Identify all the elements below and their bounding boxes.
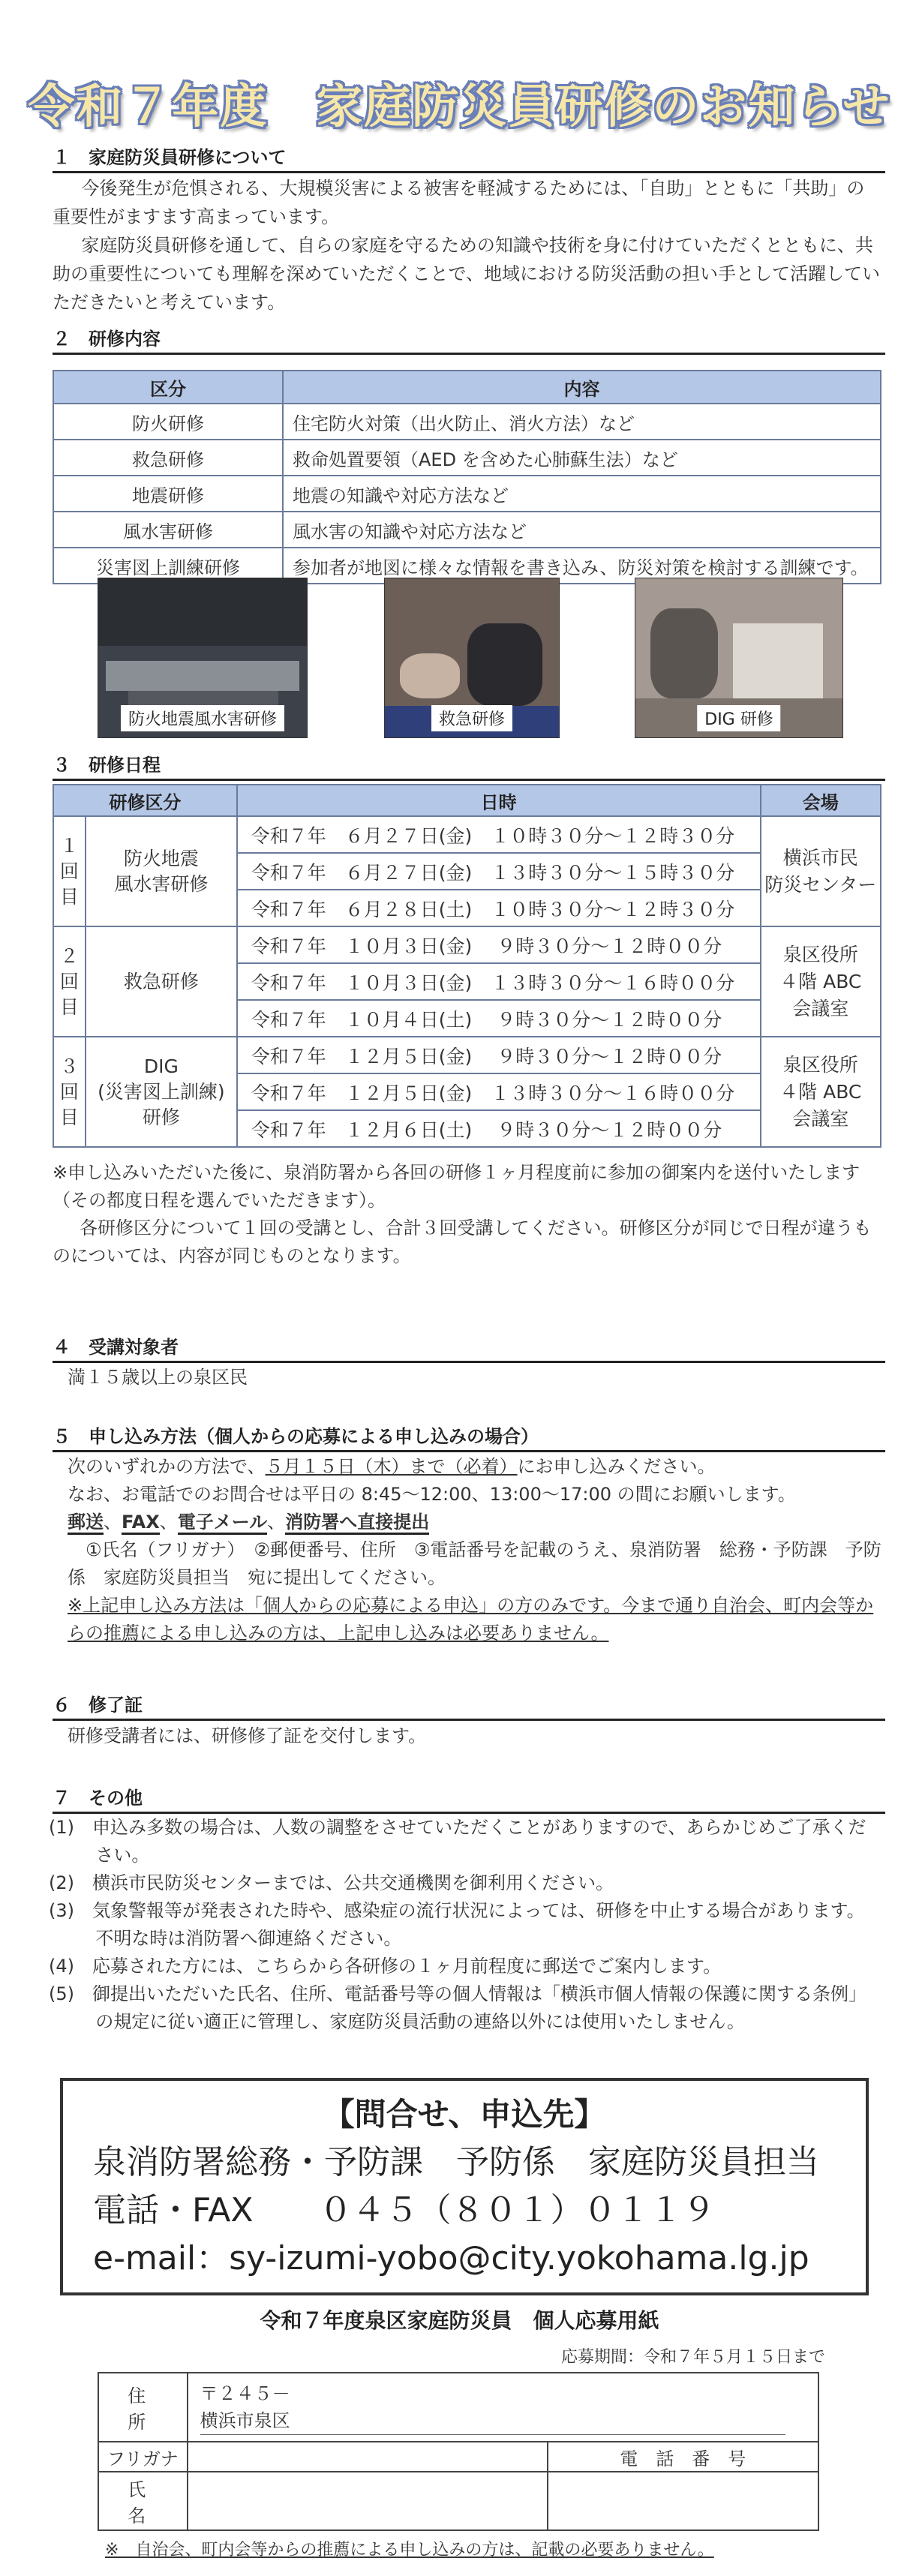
schedule-table [53,784,881,1148]
method-direct: 消防署へ直接提出 [285,1512,429,1535]
intro-paragraph-2: 家庭防災員研修を通して、自らの家庭を守るための知識や技術を身に付けていただくとともに、共助の重要性についても理解を深めていただくことで、地域における防災活動の担い手として活躍していただきたいと考えています。 [53,235,881,313]
application-line-5 [68,1592,881,1647]
session-venue: 横浜市民 防災センター [761,816,881,926]
session-datetime: 令和７年 １０月３日(金) １３時３０分～１６時００分 [237,963,761,1000]
content-header-content: 内容 [283,371,881,404]
other-list [49,1814,881,2036]
session-venue: 泉区役所 ４階 ABC 会議室 [761,1037,881,1147]
section-4-heading-text: ４ 受講対象者 [53,1337,179,1358]
schedule-table-header [53,785,881,816]
session-datetime: 令和７年 １２月５日(金) ９時３０分～１２時００分 [237,1037,761,1073]
session-category: 防火地震 風水害研修 [86,816,237,926]
separator: 、 [267,1512,286,1533]
intro-paragraph-1: 今後発生が危惧される、大規模災害による被害を軽減するためには、「自助」とともに「共助」の重要性がますます高まっています。 [53,178,865,227]
section-rule [53,171,885,173]
method-fax: FAX [122,1512,160,1535]
contact-department: 泉消防署総務・予防課 予防係 家庭防災員担当 [93,2143,819,2181]
contact-phone: 電話・FAX ０４５（８０１）０１１９ [93,2191,716,2229]
schedule-note-1-text: ※申し込みいただいた後に、泉消防署から各回の研修１ヶ月程度前に参加の御案内を送付いたします（その都度日程を選んでいただきます）。 [53,1162,860,1211]
list-item: (1) 申込み多数の場合は、人数の調整をさせていただくことがありますので、あらかじめご了承ください。 [49,1817,866,1866]
section-rule [53,1361,885,1363]
table-row [53,926,881,963]
list-item: (4) 応募された方には、こちらから各研修の１ヶ月前程度に郵送でご案内します。 [49,1956,722,1977]
section-7-heading-text: ７ その他 [53,1788,143,1809]
schedule-header-venue: 会場 [761,785,881,816]
table-row [53,404,881,440]
table-row [53,476,881,512]
schedule-note-2: 各研修区分について１回の受講とし、合計３回受講してください。研修区分が同じで日程が違うものについては、内容が同じものとなります。 [53,1217,872,1266]
furigana-label: フリガナ [98,2442,188,2472]
form-title: 令和７年度泉区家庭防災員 個人応募用紙 [260,2308,659,2333]
content-cell: 住宅防火対策（出火防止、消火方法）など [283,404,881,440]
section-3-heading-text: ３ 研修日程 [53,755,161,776]
photo-first-aid-training [384,578,560,738]
section-6-heading [53,1690,885,1716]
phone-label: 電 話 番 号 [548,2442,818,2472]
content-cell: 救命処置要領（AED を含めた心肺蘇生法）など [283,440,881,476]
form-row-furigana [98,2442,818,2472]
schedule-notes [53,1159,881,1270]
form-note-text: ※ 自治会、町内会等からの推薦による申し込みの方は、記載の必要ありません。 [105,2541,714,2559]
category-cell: 災害図上訓練研修 [53,548,283,584]
category-cell: 風水害研修 [53,512,283,548]
application-line-4: ①氏名（フリガナ） ②郵便番号、住所 ③電話番号を記載のうえ、泉消防署 総務・予防課 予防係 家庭防災員担当 宛に提出してください。 [68,1539,881,1588]
photo-fire-training [98,578,308,738]
session-datetime: 令和７年 １０月３日(金) ９時３０分～１２時００分 [237,926,761,963]
section-rule [53,1719,885,1721]
application-line-1c: にお申し込みください。 [517,1456,716,1477]
separator: 、 [104,1512,122,1533]
form-row-address [98,2373,818,2442]
session-datetime: 令和７年 １２月５日(金) １３時３０分～１６時００分 [237,1073,761,1110]
phone-field[interactable] [548,2472,818,2530]
section-1-body [53,174,881,317]
application-deadline: ５月１５日（木）まで（必着） [265,1456,518,1477]
session-datetime: 令和７年 ６月２７日(金) １３時３０分～１５時３０分 [237,853,761,890]
session-order: ２ 回 目 [53,926,86,1037]
section-rule [53,779,885,781]
table-row [53,816,881,853]
content-table [53,370,881,584]
application-methods [68,1509,881,1536]
section-6-heading-text: ６ 修了証 [53,1695,143,1716]
list-item: (2) 横浜市民防災センターまでは、公共交通機関を御利用ください。 [49,1872,614,1893]
name-field[interactable] [188,2472,548,2530]
session-datetime: 令和７年 ６月２８日(土) １０時３０分～１２時３０分 [237,890,761,926]
category-cell: 地震研修 [53,476,283,512]
section-2-heading-text: ２ 研修内容 [53,329,161,350]
application-line-1a: 次のいずれかの方法で、 [68,1456,266,1477]
name-label: 氏 名 [98,2472,188,2530]
section-rule [53,353,885,355]
city-prefix: 横浜市泉区 [200,2407,785,2435]
table-row [53,1037,881,1073]
section-1-heading-text: １ 家庭防災員研修について [53,147,287,168]
session-datetime: 令和７年 ６月２７日(金) １０時３０分～１２時３０分 [237,816,761,853]
content-cell: 参加者が地図に様々な情報を書き込み、防災対策を検討する訓練です。 [283,548,881,584]
photo-caption: DIG 研修 [697,705,780,731]
section-5-heading [53,1422,885,1448]
section-4-heading [53,1332,885,1359]
section-2-heading [53,324,885,350]
photo-caption: 救急研修 [431,705,512,731]
content-header-category: 区分 [53,371,283,404]
schedule-header-category: 研修区分 [53,785,237,816]
session-category: 救急研修 [86,926,237,1037]
section-3-heading [53,750,885,776]
section-5-heading-text: ５ 申し込み方法（個人からの応募による申し込みの場合） [53,1426,539,1447]
category-cell: 救急研修 [53,440,283,476]
address-label: 住 所 [98,2373,188,2442]
application-method [68,1453,881,1647]
separator: 、 [159,1512,178,1533]
table-row [53,440,881,476]
session-order: １ 回 目 [53,816,86,926]
application-line-1 [68,1453,881,1481]
category-cell: 防火研修 [53,404,283,440]
session-datetime: 令和７年 １２月６日(土) ９時３０分～１２時００分 [237,1110,761,1147]
form-note [105,2537,714,2560]
content-table-header [53,371,881,404]
application-line-2: なお、お電話でのお問合せは平日の 8:45～12:00、13:00～17:00 の間にお願いします。 [68,1484,796,1505]
application-form [98,2372,819,2531]
photo-caption: 防火地震風水害研修 [121,705,284,731]
furigana-field[interactable] [188,2442,548,2472]
section-rule [53,1450,885,1452]
form-row-name [98,2472,818,2530]
certificate-text: 研修受講者には、研修修了証を交付します。 [68,1725,427,1746]
postal-prefix: 〒２４５－ [200,2382,290,2404]
list-item: (3) 気象警報等が発表された時や、感染症の流行状況によっては、研修を中止する場合があります。不明な時は消防署へ御連絡ください。 [49,1900,865,1949]
session-datetime: 令和７年 １０月４日(土) ９時３０分～１２時００分 [237,1000,761,1037]
page-title: 令和７年度 家庭防災員研修のお知らせ [28,79,891,134]
application-line-5-text: ※上記申し込み方法は「個人からの応募による申込」の方のみです。今まで通り自治会、町内会等からの推薦による申し込みの方は、上記申し込みは必要ありません。 [68,1595,874,1644]
session-venue: 泉区役所 ４階 ABC 会議室 [761,926,881,1037]
contact-title: 【問合せ、申込先】 [323,2096,606,2133]
content-cell: 風水害の知識や対応方法など [283,512,881,548]
session-order: ３ 回 目 [53,1037,86,1147]
contact-email[interactable]: e-mail：sy-izumi-yobo@city.yokohama.lg.jp [93,2239,809,2277]
section-7-heading [53,1783,885,1809]
method-email: 電子メール [178,1512,268,1535]
schedule-note-1 [53,1159,881,1214]
form-deadline: 応募期間：令和７年５月１５日まで [560,2348,825,2367]
address-field[interactable] [188,2373,818,2442]
schedule-header-datetime: 日時 [237,785,761,816]
session-category: DIG (災害図上訓練) 研修 [86,1037,237,1147]
contact-box [60,2078,869,2295]
list-item: (5) 御提出いただいた氏名、住所、電話番号等の個人情報は「横浜市個人情報の保護に関する条例」の規定に従い適正に管理し、家庭防災員活動の連絡以外には使用いたしません。 [49,1983,866,2032]
photo-dig-training [635,578,843,738]
table-row [53,512,881,548]
eligible-text: 満１５歳以上の泉区民 [68,1367,248,1388]
method-mail: 郵送 [68,1512,104,1535]
content-cell: 地震の知識や対応方法など [283,476,881,512]
section-1-heading [53,143,885,169]
